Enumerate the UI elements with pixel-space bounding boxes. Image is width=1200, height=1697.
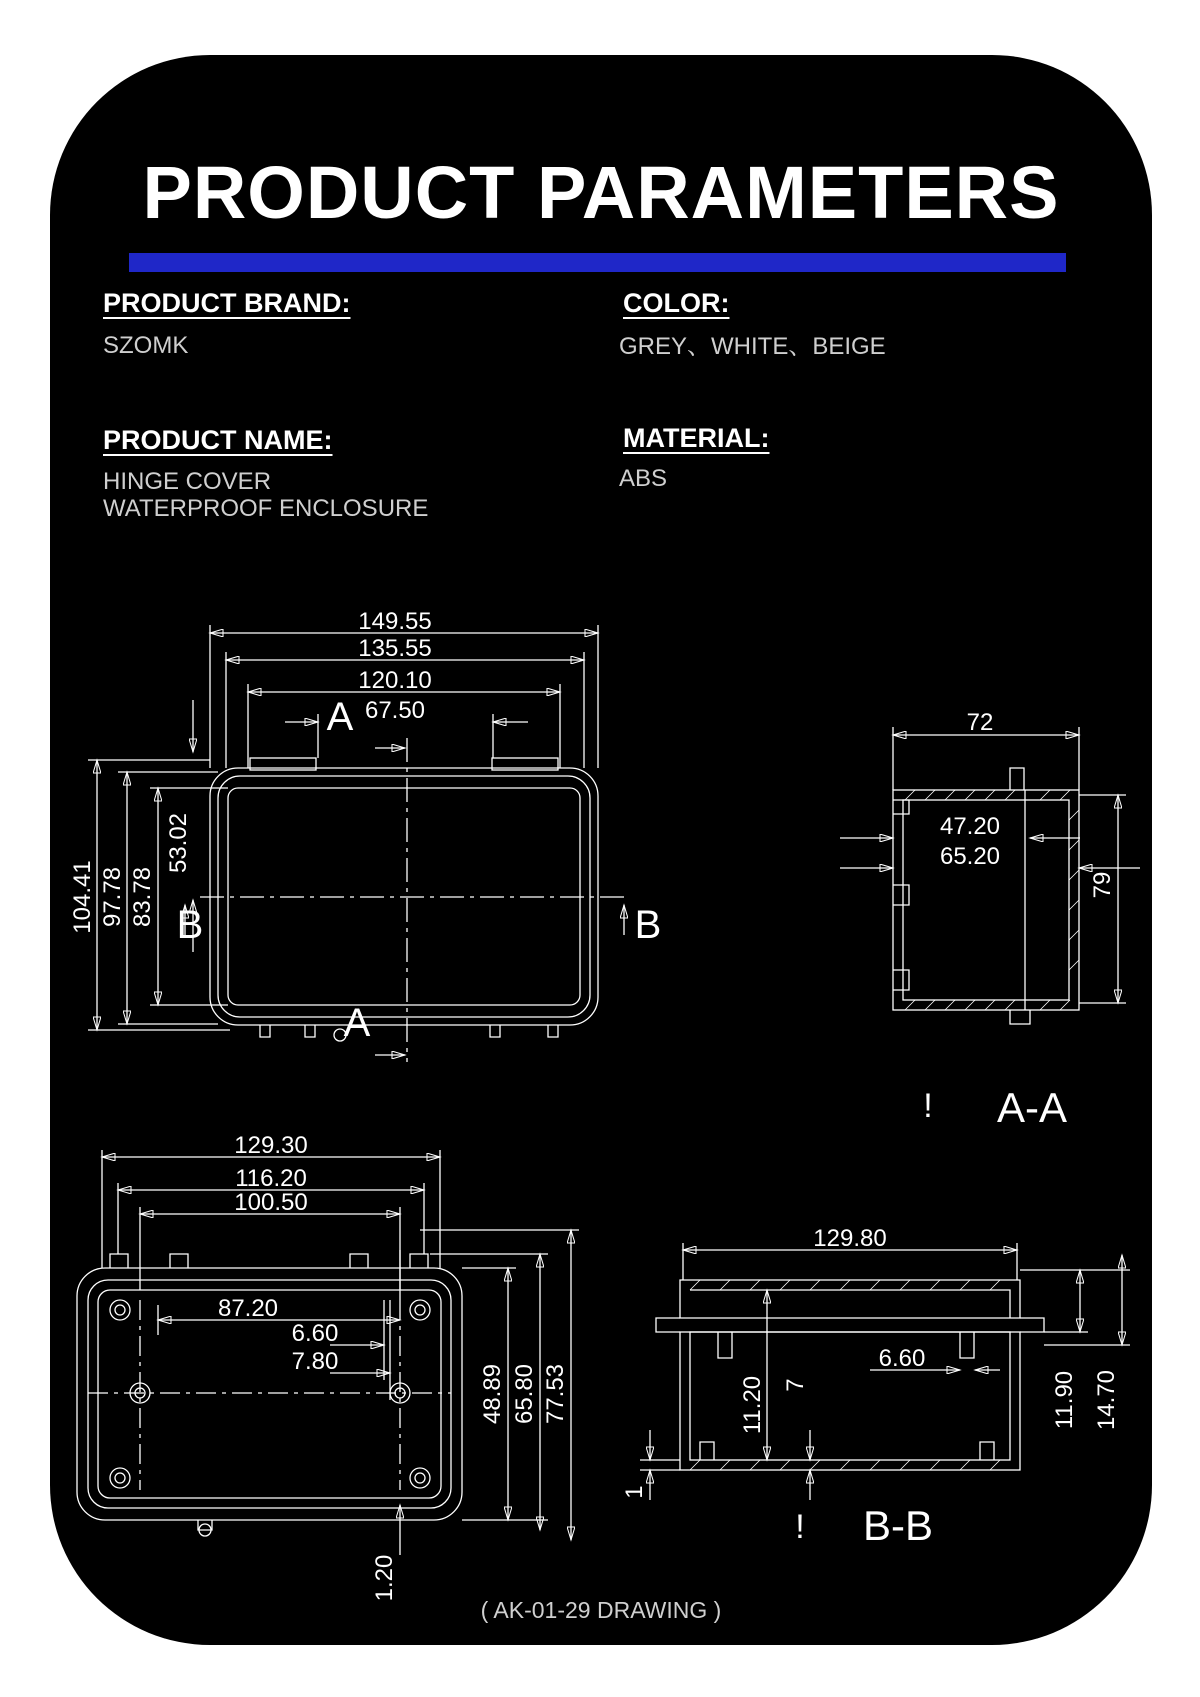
dim-11-20: 11.20: [739, 1375, 766, 1435]
dim-104-41: 104.41: [69, 860, 96, 934]
section-aa-labels: [923, 709, 1116, 1131]
section-b-right: B: [634, 903, 662, 947]
dim-100-50: 100.50: [234, 1189, 308, 1216]
color-label: COLOR:: [623, 288, 730, 318]
dim-6-60-bb: 6.60: [878, 1345, 926, 1372]
dim-47-20: 47.20: [939, 813, 1001, 840]
dim-6-60-bottom: 6.60: [291, 1320, 339, 1347]
section-bb-mark: !: [795, 1508, 805, 1546]
dim-14-70: 14.70: [1093, 1369, 1120, 1431]
dim-97-78: 97.78: [99, 866, 126, 928]
section-bb-title: B-B: [862, 1502, 934, 1549]
section-aa-title: A-A: [996, 1084, 1068, 1131]
dim-129-30: 129.30: [234, 1132, 308, 1159]
brand-label: PRODUCT BRAND:: [103, 288, 351, 318]
dim-120-10: 120.10: [358, 667, 432, 694]
dim-67-50: 67.50: [364, 697, 426, 724]
dim-87-20: 87.20: [217, 1295, 279, 1322]
product-name-line2: WATERPROOF ENCLOSURE: [103, 495, 429, 522]
dim-7: 7: [782, 1378, 809, 1392]
dim-65-80: 65.80: [511, 1363, 538, 1425]
section-aa-mark: !: [923, 1087, 933, 1125]
page-title: PRODUCT PARAMETERS: [142, 151, 1060, 234]
dim-83-78: 83.78: [129, 866, 156, 928]
section-a-top: A: [326, 695, 354, 739]
dim-1: 1: [621, 1485, 648, 1499]
section-b-left: B: [176, 903, 204, 947]
dim-48-89: 48.89: [479, 1363, 506, 1425]
product-name-label: PRODUCT NAME:: [103, 425, 333, 455]
dim-77-53: 77.53: [542, 1363, 569, 1425]
product-name-line1: HINGE COVER: [103, 468, 272, 495]
dim-65-20: 65.20: [939, 843, 1001, 870]
dim-53-02: 53.02: [165, 812, 192, 874]
dim-129-80: 129.80: [813, 1225, 887, 1252]
material-label: MATERIAL:: [623, 423, 770, 453]
dim-72: 72: [966, 709, 994, 736]
dim-1-20: 1.20: [371, 1554, 398, 1602]
color-value: GREY、WHITE、BEIGE: [619, 333, 886, 360]
material-value: ABS: [619, 465, 668, 492]
section-bb-labels: [621, 1225, 1120, 1549]
section-a-bottom: A: [343, 1001, 371, 1045]
dim-116-20: 116.20: [235, 1165, 307, 1192]
dim-7-80: 7.80: [291, 1348, 339, 1375]
bottom-view-labels: [218, 1132, 569, 1601]
dim-11-90: 11.90: [1051, 1370, 1078, 1430]
dim-149-55: 149.55: [358, 608, 432, 635]
dim-135-55: 135.55: [358, 635, 432, 662]
dim-79: 79: [1089, 871, 1116, 899]
brand-value: SZOMK: [103, 332, 189, 359]
drawing-caption: ( AK-01-29 DRAWING ): [480, 1597, 722, 1623]
